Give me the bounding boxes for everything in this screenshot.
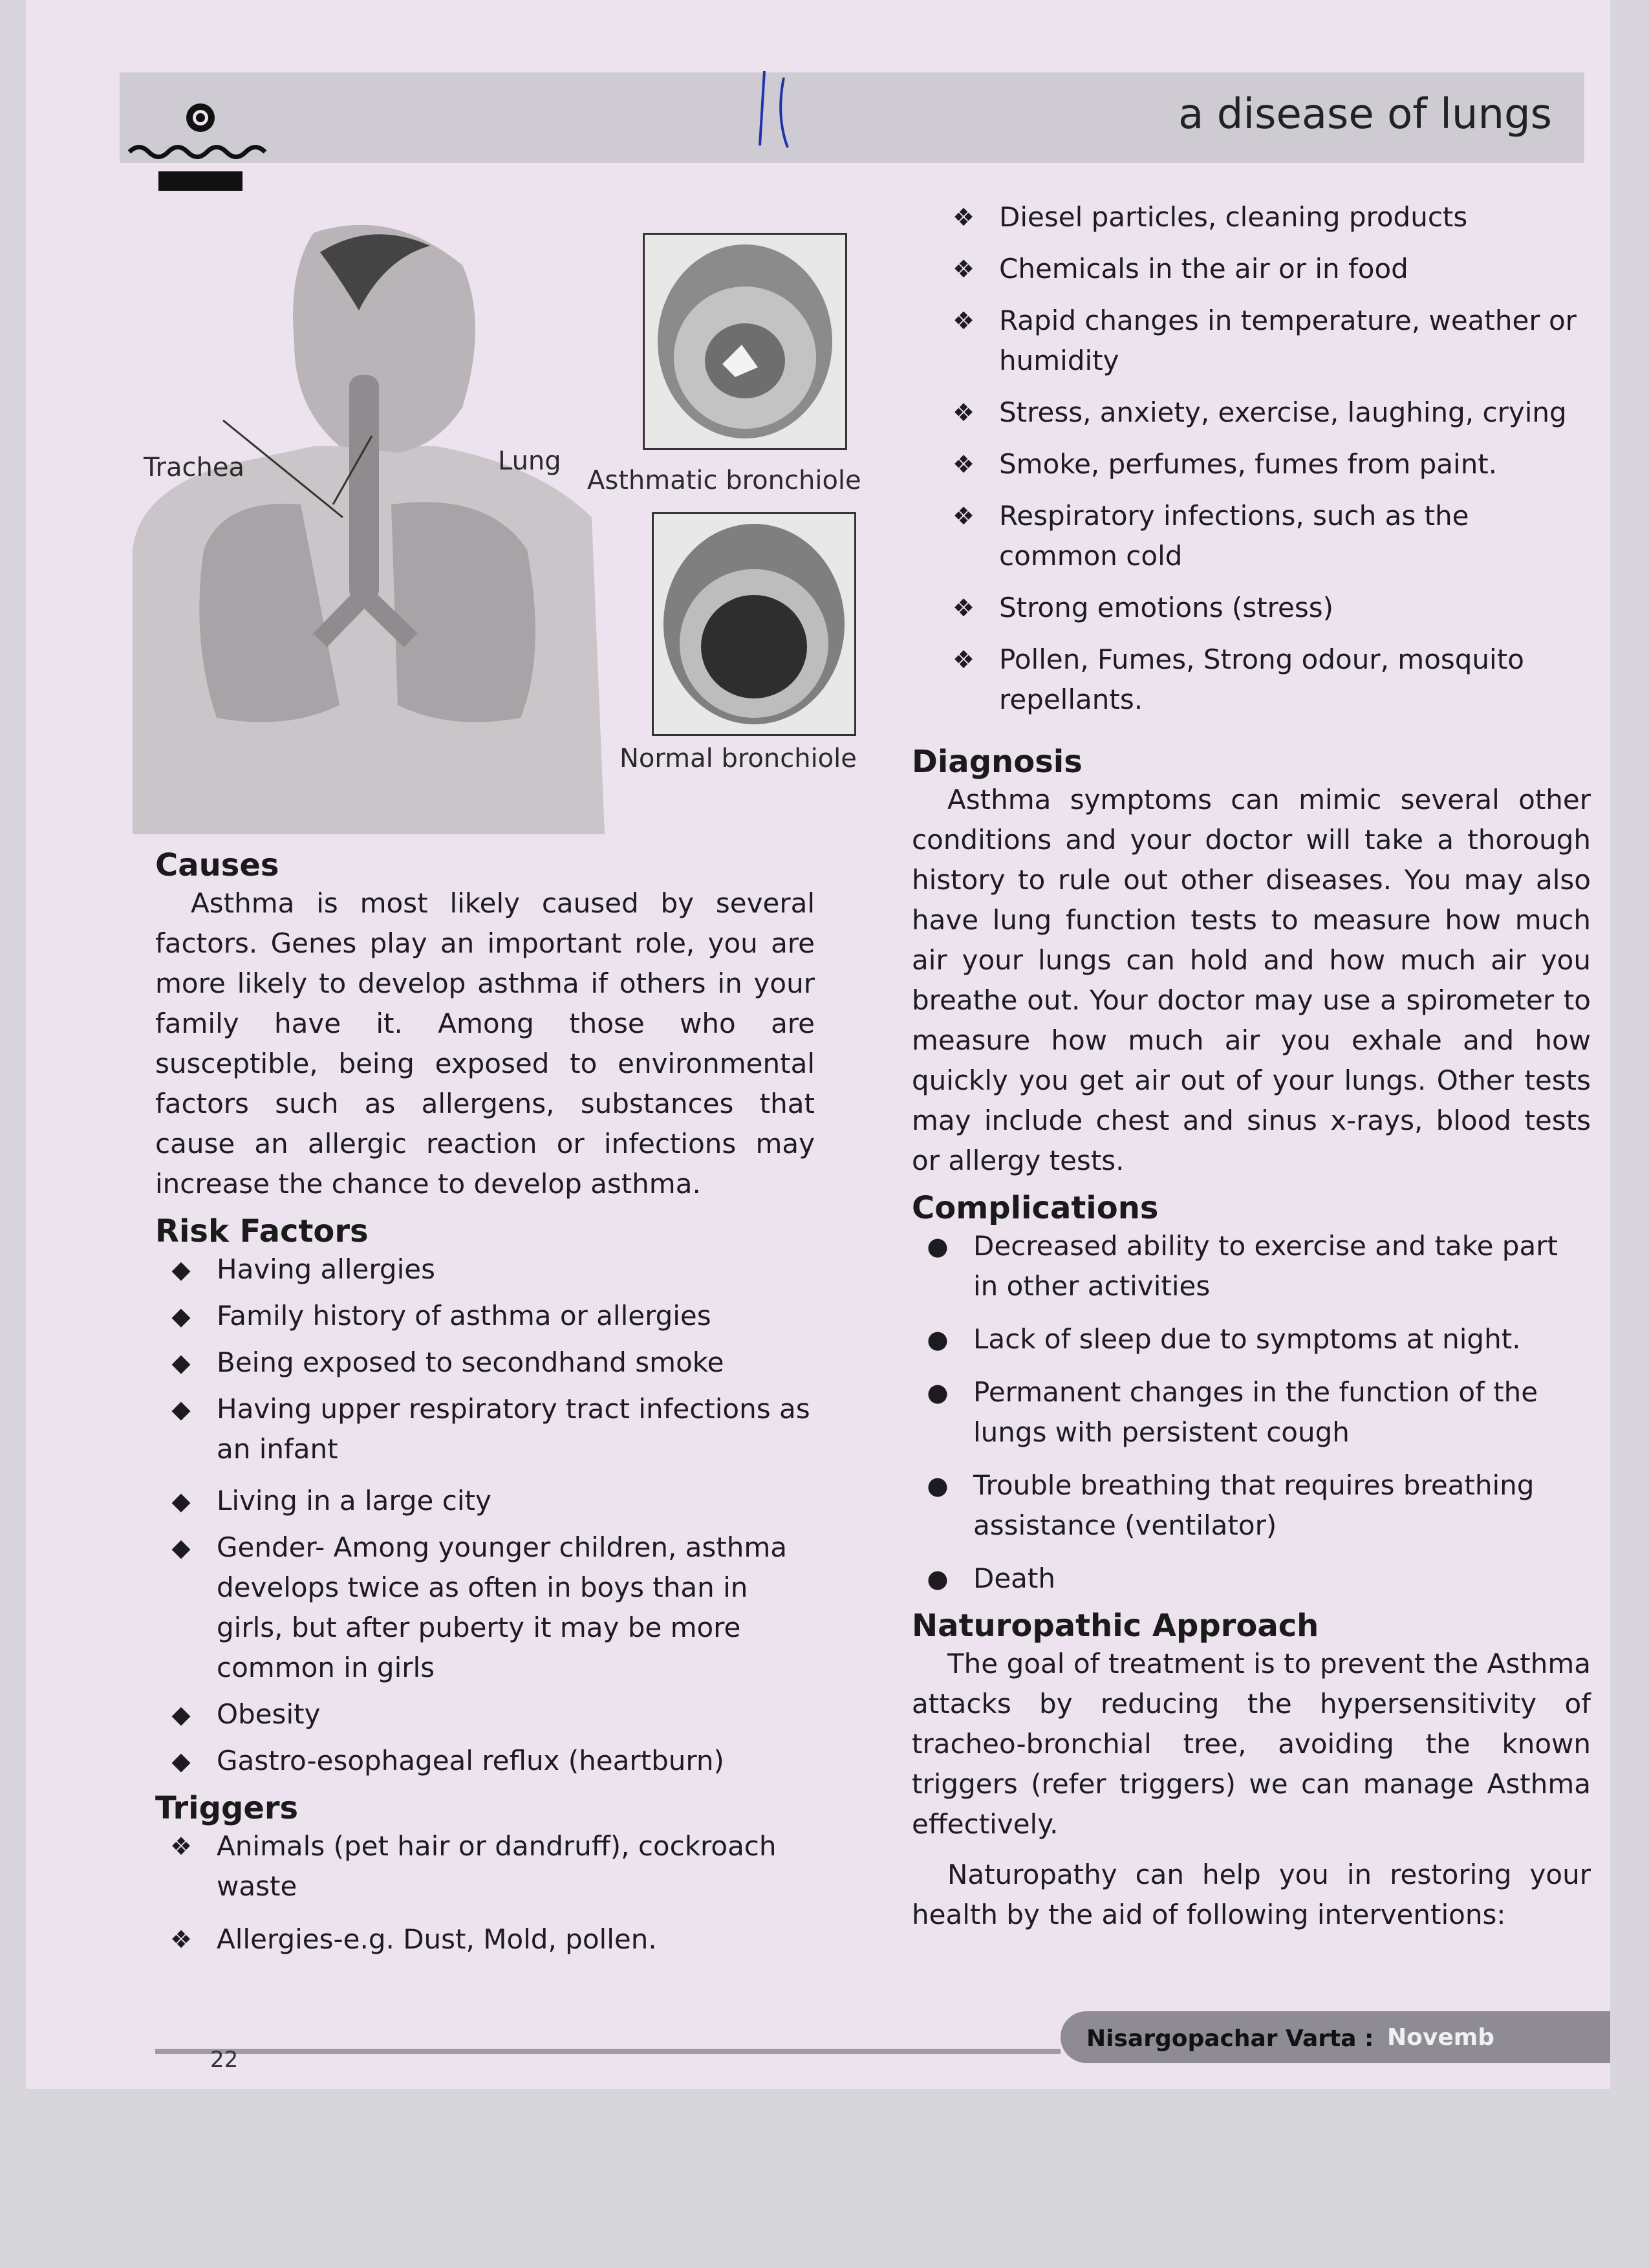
clover-bullet-icon: ❖ <box>952 307 975 335</box>
asthmatic-bronchiole-image <box>643 233 847 450</box>
list-item: ❖ Rapid changes in temperature, weather or humidity <box>938 301 1591 381</box>
clover-bullet-icon: ❖ <box>169 1832 193 1861</box>
diamond-bullet-icon: ◆ <box>171 1487 191 1515</box>
diamond-bullet-icon: ◆ <box>171 1533 191 1562</box>
list-item: ● Lack of sleep due to symptoms at night. <box>912 1319 1591 1359</box>
list-item: ◆ Having upper respiratory tract infections as an infant <box>155 1389 815 1469</box>
normal-bronchiole-label: Normal bronchiole <box>620 744 857 773</box>
clover-bullet-icon: ❖ <box>952 645 975 674</box>
list-item: ● Death <box>912 1559 1591 1599</box>
list-item: ● Decreased ability to exercise and take part in other activities <box>912 1226 1591 1306</box>
header-band <box>120 72 1584 163</box>
trachea-label: Trachea <box>144 453 244 482</box>
list-item: ◆ Family history of asthma or allergies <box>155 1296 815 1336</box>
naturopathic-goal-text: The goal of treatment is to prevent the Asthma attacks by reducing the hypersensitivity of tracheo-bronchial tree, avoiding the known triggers (refer triggers) we can manage Asthma effectively. <box>912 1648 1591 1840</box>
complications-list <box>912 1226 1591 1599</box>
list-item: ❖ Pollen, Fumes, Strong odour, mosquito repellants. <box>938 640 1591 720</box>
clover-bullet-icon: ❖ <box>952 255 975 283</box>
clover-bullet-icon: ❖ <box>952 594 975 622</box>
dot-bullet-icon: ● <box>927 1564 949 1593</box>
list-item: ◆ Being exposed to secondhand smoke <box>155 1343 815 1383</box>
list-item: ❖ Respiratory infections, such as the common cold <box>938 496 1591 576</box>
footer-rule <box>155 2049 1061 2054</box>
clover-bullet-icon: ❖ <box>952 502 975 530</box>
diamond-bullet-icon: ◆ <box>171 1255 191 1284</box>
scan-background <box>0 2089 1649 2268</box>
list-item: ◆ Living in a large city <box>155 1481 815 1521</box>
lung-label: Lung <box>498 446 561 476</box>
normal-bronchiole-image <box>652 512 856 736</box>
list-item: ◆ Gastro-esophageal reflux (heartburn) <box>155 1741 815 1781</box>
dot-bullet-icon: ● <box>927 1325 949 1354</box>
publication-month: Novemb <box>1387 2024 1495 2051</box>
list-item: ● Trouble breathing that requires breathing assistance (ventilator) <box>912 1465 1591 1546</box>
naturopathic-interventions-text: Naturopathy can help you in restoring your health by the aid of following interventions: <box>912 1859 1591 1930</box>
diamond-bullet-icon: ◆ <box>171 1700 191 1729</box>
list-item: ◆ Gender- Among younger children, asthma develops twice as often in boys than in girls, but after puberty it may be more common in girls <box>155 1528 815 1688</box>
clover-bullet-icon: ❖ <box>952 203 975 232</box>
page-number: 22 <box>210 2047 239 2073</box>
asthmatic-bronchiole-label: Asthmatic bronchiole <box>587 466 861 495</box>
naturopathic-heading: Naturopathic Approach <box>912 1608 1319 1644</box>
dot-bullet-icon: ● <box>927 1471 949 1500</box>
diamond-bullet-icon: ◆ <box>171 1747 191 1775</box>
diamond-bullet-icon: ◆ <box>171 1395 191 1423</box>
list-item: ❖ Animals (pet hair or dandruff), cockroach waste <box>155 1826 815 1906</box>
risk-factors-heading: Risk Factors <box>155 1213 369 1249</box>
triggers-continued <box>938 197 1591 720</box>
causes-heading: Causes <box>155 847 279 883</box>
list-item: ❖ Stress, anxiety, exercise, laughing, crying <box>938 393 1591 433</box>
clover-bullet-icon: ❖ <box>169 1925 193 1954</box>
list-item: ◆ Having allergies <box>155 1249 815 1290</box>
diamond-bullet-icon: ◆ <box>171 1348 191 1377</box>
left-column <box>155 847 815 1960</box>
list-item: ❖ Chemicals in the air or in food <box>938 249 1591 289</box>
list-item: ❖ Allergies-e.g. Dust, Mold, pollen. <box>155 1919 815 1960</box>
diamond-bullet-icon: ◆ <box>171 1302 191 1330</box>
risk-factors-list <box>155 1249 815 1781</box>
triggers-heading: Triggers <box>155 1790 299 1826</box>
list-item: ❖ Smoke, perfumes, fumes from paint. <box>938 444 1591 484</box>
dot-bullet-icon: ● <box>927 1232 949 1260</box>
list-item: ● Permanent changes in the function of the lungs with persistent cough <box>912 1372 1591 1453</box>
publication-logo <box>126 103 281 194</box>
right-column <box>912 744 1591 1935</box>
dot-bullet-icon: ● <box>927 1378 949 1407</box>
handwritten-mark <box>750 65 808 155</box>
page-title: a disease of lungs <box>1178 91 1552 138</box>
diagnosis-text: Asthma symptoms can mimic several other conditions and your doctor will take a thorough history to rule out other diseases. You may also have lung function tests to measure how much air your lungs can hold and how much air you breathe out. Your doctor may use a spirometer to measure how much air you exhale and how quickly you get air out of your lungs. Other tests may include chest and sinus x-rays, blood tests or allergy tests. <box>912 784 1591 1176</box>
anatomy-illustration <box>126 213 618 834</box>
diagnosis-heading: Diagnosis <box>912 744 1083 780</box>
causes-text: Asthma is most likely caused by several factors. Genes play an important role, you are more likely to develop asthma if others in your family have it. Among those who are susceptible, being exposed to environmental factors such as allergens, substances that cause an allergic reaction or infections may increase the chance to develop asthma. <box>155 887 815 1200</box>
clover-bullet-icon: ❖ <box>952 450 975 479</box>
list-item: ❖ Strong emotions (stress) <box>938 588 1591 628</box>
publication-name: Nisargopachar Varta : <box>1086 2025 1374 2052</box>
list-item: ❖ Diesel particles, cleaning products <box>938 197 1591 237</box>
triggers-list <box>155 1826 815 1960</box>
complications-heading: Complications <box>912 1190 1159 1226</box>
clover-bullet-icon: ❖ <box>952 398 975 427</box>
list-item: ◆ Obesity <box>155 1694 815 1734</box>
